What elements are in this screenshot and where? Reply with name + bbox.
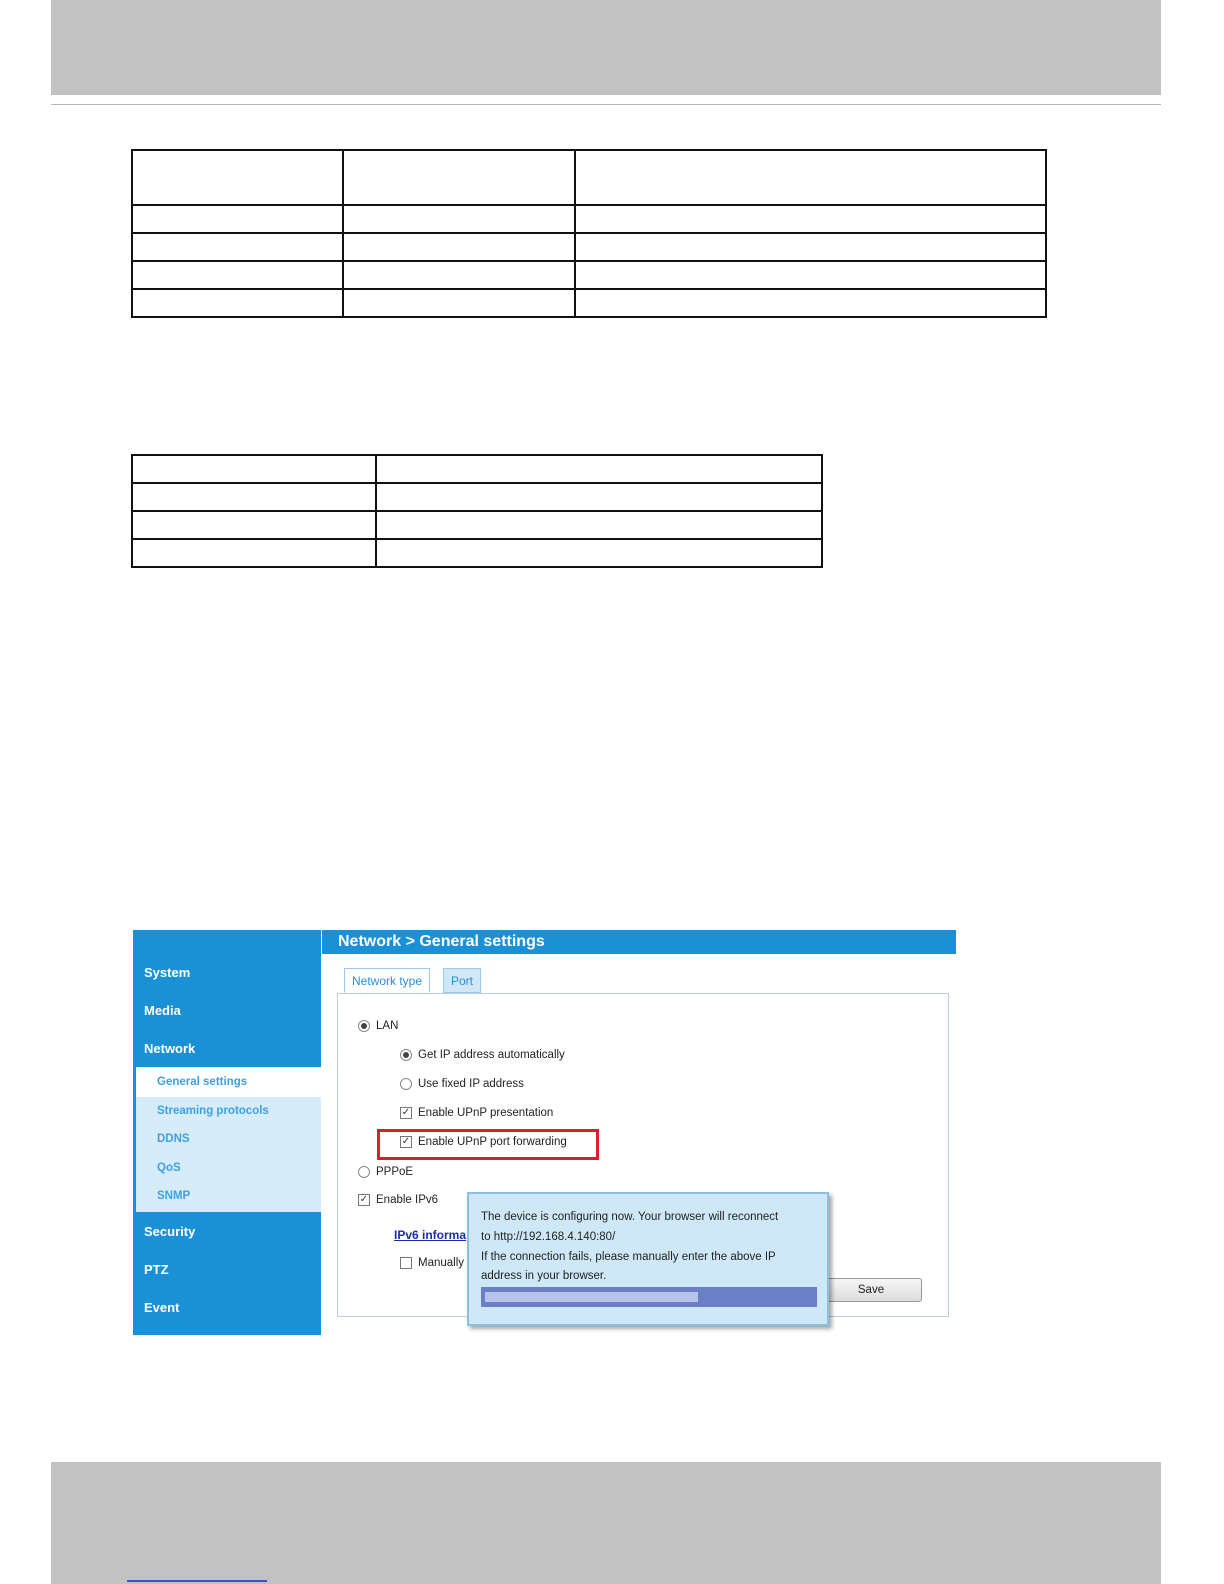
ipv6-info-link[interactable]: IPv6 informa xyxy=(394,1228,467,1242)
radio-icon[interactable] xyxy=(400,1078,412,1090)
checkbox-icon[interactable]: ✓ xyxy=(401,1136,411,1147)
sidebar-item-system[interactable]: System xyxy=(144,965,191,980)
dialog-line-2: to http://192.168.4.140:80/ xyxy=(481,1231,616,1243)
sidebar-item-media[interactable]: Media xyxy=(144,1003,181,1018)
manually-option[interactable] xyxy=(400,1257,464,1269)
sidebar-item-security[interactable]: Security xyxy=(144,1224,196,1239)
use-fixed-ip-label: Use fixed IP address xyxy=(418,1078,524,1090)
tab-port[interactable]: Port xyxy=(443,968,481,993)
get-ip-auto-label: Get IP address automatically xyxy=(418,1049,565,1061)
sidebar-item-qos[interactable]: QoS xyxy=(157,1162,181,1174)
dialog-line-1: The device is configuring now. Your browser will reconnect xyxy=(481,1211,779,1223)
upnp-presentation-option[interactable] xyxy=(400,1107,553,1119)
sidebar-item-streaming-protocols[interactable]: Streaming protocols xyxy=(157,1105,269,1117)
reconnect-dialog xyxy=(467,1192,829,1326)
progress-fill xyxy=(485,1292,698,1302)
enable-ipv6-option[interactable] xyxy=(358,1194,438,1206)
table-1 xyxy=(131,149,1047,318)
sidebar-item-snmp[interactable]: SNMP xyxy=(157,1190,191,1202)
checkbox-icon[interactable]: ✓ xyxy=(401,1107,411,1118)
pppoe-label: PPPoE xyxy=(376,1166,414,1178)
sidebar-item-ptz[interactable]: PTZ xyxy=(144,1262,169,1277)
sidebar xyxy=(133,930,321,1335)
page-title: Network > General settings xyxy=(322,930,956,954)
network-settings-screenshot xyxy=(133,930,956,1335)
radio-icon[interactable] xyxy=(358,1166,370,1178)
dialog-line-4: address in your browser. xyxy=(481,1270,607,1282)
save-button[interactable]: Save xyxy=(820,1278,922,1302)
checkbox-icon[interactable] xyxy=(400,1257,412,1269)
footer-link-underline[interactable] xyxy=(127,1580,267,1582)
highlight-box xyxy=(377,1129,599,1160)
upnp-port-forwarding-label: Enable UPnP port forwarding xyxy=(418,1136,567,1148)
radio-icon[interactable] xyxy=(400,1049,412,1061)
table-2 xyxy=(131,454,823,568)
lan-option[interactable] xyxy=(358,1020,398,1032)
sidebar-item-general-settings[interactable]: General settings xyxy=(136,1067,321,1097)
tab-network-type[interactable]: Network type xyxy=(344,968,430,993)
sidebar-item-event[interactable]: Event xyxy=(144,1300,180,1315)
dialog-line-3: If the connection fails, please manually enter the above IP xyxy=(481,1251,776,1263)
progress-bar xyxy=(481,1287,817,1307)
sidebar-item-network[interactable]: Network xyxy=(144,1041,196,1056)
enable-ipv6-label: Enable IPv6 xyxy=(376,1194,439,1206)
lan-label: LAN xyxy=(376,1020,399,1032)
page-footer-band xyxy=(51,1462,1161,1584)
upnp-presentation-label: Enable UPnP presentation xyxy=(418,1107,554,1119)
header-divider xyxy=(51,104,1161,105)
use-fixed-ip-option[interactable] xyxy=(400,1078,524,1090)
page-header-band xyxy=(51,0,1161,95)
radio-icon[interactable] xyxy=(358,1020,370,1032)
pppoe-option[interactable] xyxy=(358,1166,413,1178)
manually-label: Manually xyxy=(418,1257,465,1269)
checkbox-icon[interactable]: ✓ xyxy=(359,1194,369,1205)
sidebar-item-ddns[interactable]: DDNS xyxy=(157,1133,190,1145)
get-ip-auto-option[interactable] xyxy=(400,1049,565,1061)
